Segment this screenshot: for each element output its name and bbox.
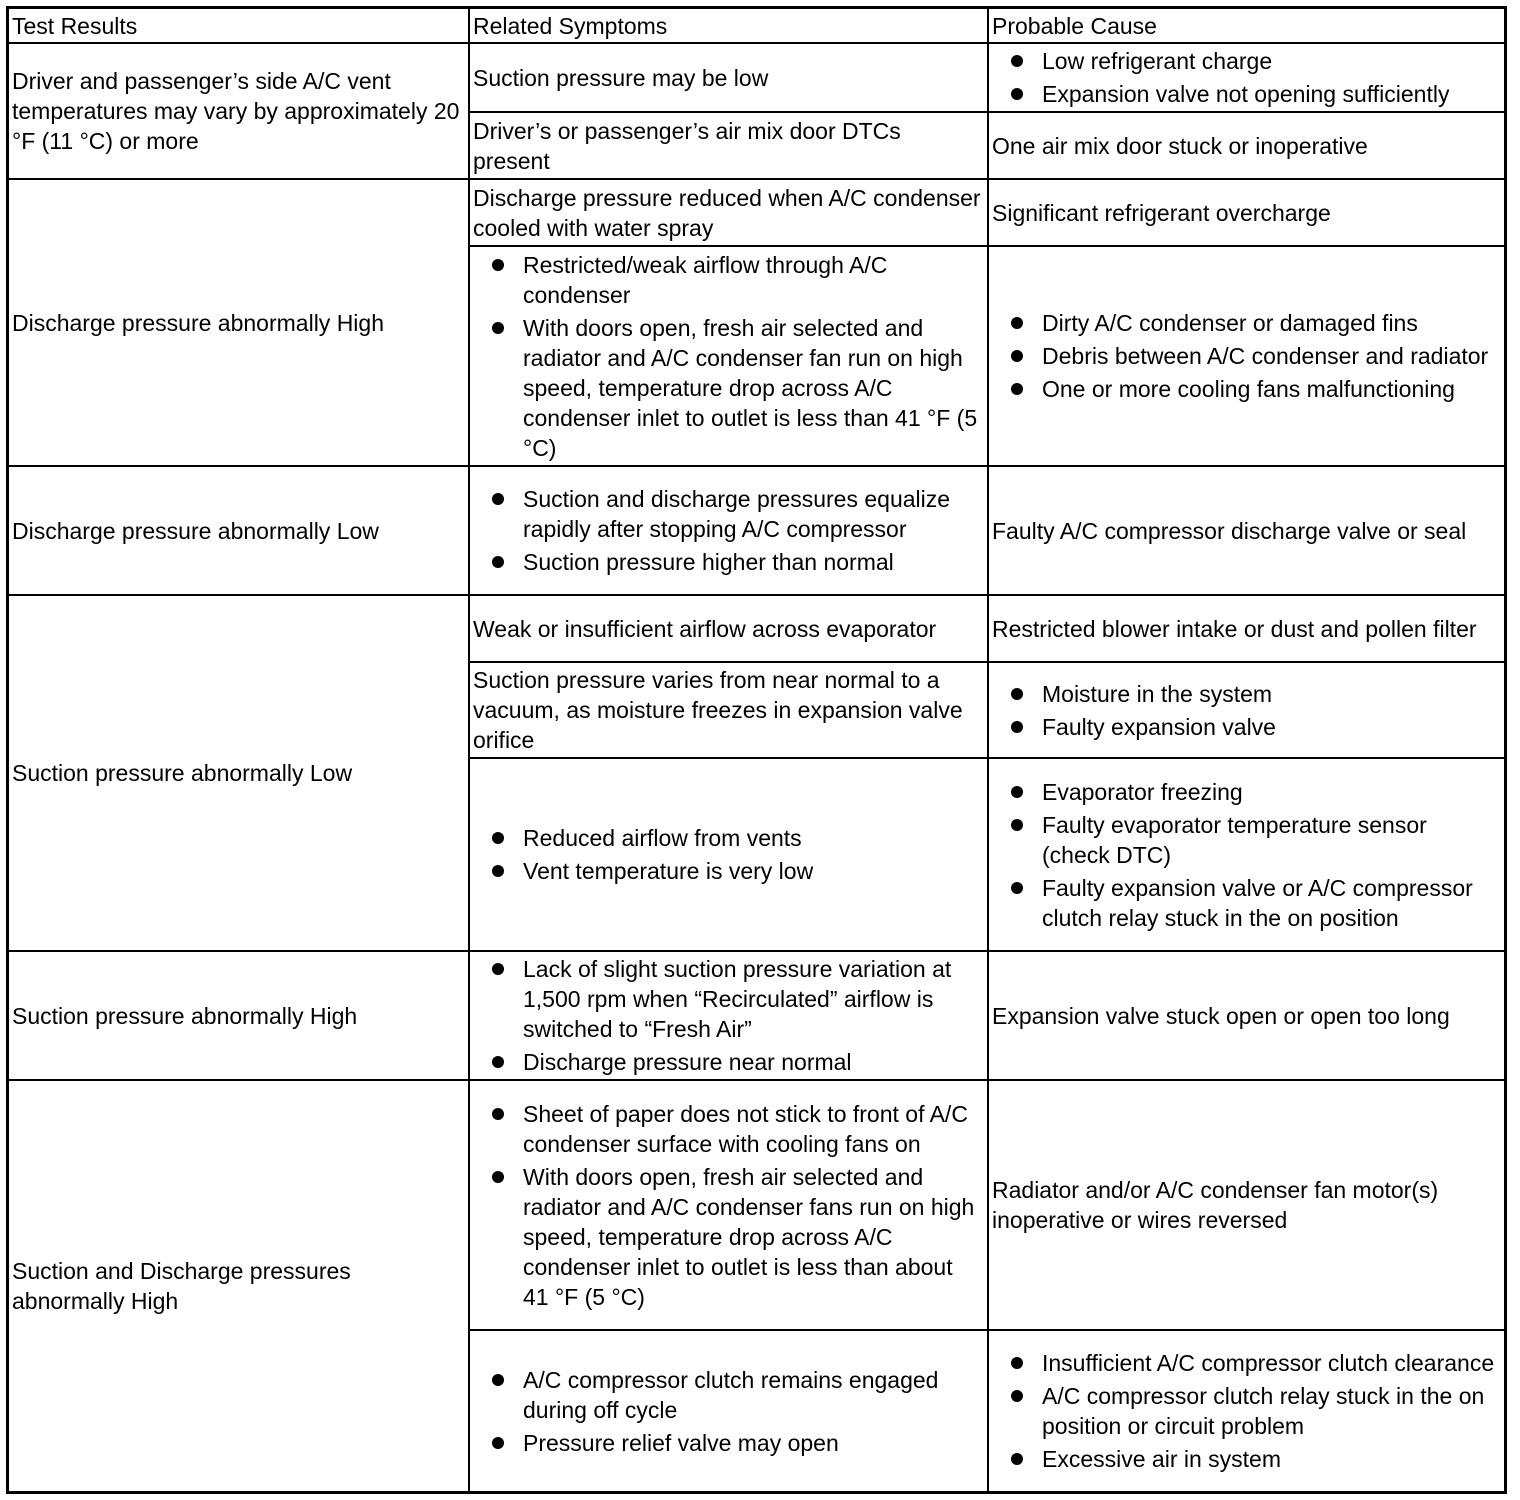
symptom-text: Driver’s or passenger’s air mix door DTCs present	[473, 117, 901, 174]
cause-text: Dirty A/C condenser or damaged fins	[1042, 310, 1418, 336]
test-result-text: Driver and passenger’s side A/C vent temperatures may vary by approximately 20 °F (11 °C) or more	[12, 68, 460, 154]
symptoms-cell	[470, 1331, 987, 1491]
cause-text: Radiator and/or A/C condenser fan motor(s) inoperative or wires reversed	[992, 1177, 1439, 1233]
header-test-results	[9, 9, 469, 43]
symptom-text-list	[473, 1099, 983, 1312]
cause-cell	[989, 952, 1504, 1079]
cause-cell	[989, 596, 1504, 661]
list-item	[992, 679, 1500, 709]
list-item	[473, 856, 983, 886]
test-result-cell	[9, 180, 468, 465]
list-item	[992, 777, 1500, 807]
cause-text-list	[992, 46, 1500, 109]
bullet-icon	[1011, 350, 1023, 362]
bullet-icon	[492, 493, 504, 505]
list-item	[473, 1047, 983, 1077]
cause-text: Restricted blower intake or dust and pollen filter	[992, 615, 1477, 642]
list-item	[992, 873, 1500, 933]
test-result-text: Discharge pressure abnormally High	[12, 309, 384, 336]
bullet-icon	[492, 1108, 504, 1120]
symptoms-cell	[470, 596, 987, 661]
cause-text: Evaporator freezing	[1042, 778, 1243, 805]
cause-text: Faulty expansion valve or A/C compressor clutch relay stuck in the on position	[1042, 874, 1473, 931]
symptoms-cell	[470, 467, 987, 594]
cause-text: Expansion valve not opening sufficiently	[1042, 81, 1450, 107]
list-item	[992, 1348, 1500, 1378]
cause-cell	[989, 180, 1504, 245]
list-item	[473, 1428, 983, 1458]
test-result-cell	[9, 952, 468, 1079]
bullet-icon	[1011, 1357, 1023, 1369]
symptom-text: Suction pressure may be low	[473, 64, 769, 91]
bullet-icon	[1011, 688, 1023, 700]
header-label: Test Results	[12, 13, 138, 39]
header-probable-cause	[989, 9, 1504, 43]
symptom-text-list	[473, 1365, 983, 1458]
bullet-icon	[1011, 882, 1023, 894]
test-result-cell	[9, 44, 468, 178]
symptom-text: Reduced airflow from vents	[523, 825, 802, 851]
symptom-text: Vent temperature is very low	[523, 858, 814, 884]
test-result-cell	[9, 596, 468, 950]
cause-text: One air mix door stuck or inoperative	[992, 132, 1368, 159]
bullet-icon	[492, 1374, 504, 1386]
bullet-icon	[1011, 55, 1023, 67]
list-item	[473, 1162, 983, 1312]
test-result-cell	[9, 1081, 468, 1491]
cause-text: Faulty evaporator temperature sensor (check DTC)	[1042, 811, 1427, 868]
symptom-text: Suction and discharge pressures equalize rapidly after stopping A/C compressor	[523, 486, 951, 542]
cause-text: Faulty A/C compressor discharge valve or seal	[992, 517, 1467, 544]
symptom-text-list	[473, 954, 983, 1077]
symptom-text: Discharge pressure reduced when A/C condenser cooled with water spray	[473, 184, 981, 241]
bullet-icon	[492, 556, 504, 568]
symptom-text-list	[473, 250, 983, 463]
list-item	[473, 313, 983, 463]
cause-text: One or more cooling fans malfunctioning	[1042, 376, 1455, 402]
cause-text: A/C compressor clutch relay stuck in the on position or circuit problem	[1042, 1383, 1485, 1439]
symptom-text: Sheet of paper does not stick to front of A/C condenser surface with cooling fans on	[523, 1100, 968, 1157]
symptoms-cell	[470, 663, 987, 757]
cause-text: Low refrigerant charge	[1042, 48, 1273, 74]
cause-cell	[989, 663, 1504, 757]
test-result-text: Discharge pressure abnormally Low	[12, 517, 379, 544]
symptom-text: Weak or insufficient airflow across evaporator	[473, 615, 937, 642]
header-label: Related Symptoms	[473, 13, 668, 39]
bullet-icon	[492, 1437, 504, 1449]
header-related-symptoms	[470, 9, 987, 43]
bullet-icon	[492, 1056, 504, 1068]
bullet-icon	[492, 1171, 504, 1183]
cause-text: Significant refrigerant overcharge	[992, 199, 1331, 226]
symptom-text: Restricted/weak airflow through A/C condenser	[523, 251, 888, 308]
symptom-text: With doors open, fresh air selected and radiator and A/C condenser fan run on high speed, temperature drop across A/C condenser inlet to outlet is less than 41 °F (5 °C)	[523, 314, 978, 461]
list-item	[992, 308, 1500, 338]
list-item	[473, 1099, 983, 1159]
symptom-text-list	[473, 484, 983, 577]
test-result-text: Suction and Discharge pressures abnormally High	[12, 1258, 351, 1314]
cause-text: Moisture in the system	[1042, 680, 1273, 707]
symptoms-cell	[470, 113, 987, 178]
symptoms-cell	[470, 180, 987, 245]
symptoms-cell	[470, 759, 987, 950]
cause-text: Faulty expansion valve	[1042, 713, 1276, 740]
list-item	[992, 810, 1500, 870]
test-result-text: Suction pressure abnormally Low	[12, 760, 353, 786]
cause-text: Excessive air in system	[1042, 1446, 1282, 1472]
list-item	[992, 46, 1500, 76]
cause-cell	[989, 467, 1504, 594]
bullet-icon	[492, 963, 504, 975]
cause-cell	[989, 1331, 1504, 1491]
symptoms-cell	[470, 247, 987, 465]
symptom-text: A/C compressor clutch remains engaged during off cycle	[523, 1366, 939, 1423]
cause-cell	[989, 44, 1504, 111]
bullet-icon	[1011, 88, 1023, 100]
cause-cell	[989, 113, 1504, 178]
cause-text-list	[992, 777, 1500, 933]
bullet-icon	[1011, 383, 1023, 395]
symptom-text: Suction pressure higher than normal	[523, 549, 894, 575]
test-result-text: Suction pressure abnormally High	[12, 1002, 358, 1029]
list-item	[992, 712, 1500, 742]
list-item	[992, 341, 1500, 371]
cause-text: Debris between A/C condenser and radiator	[1042, 343, 1489, 369]
cause-text-list	[992, 679, 1500, 742]
list-item	[992, 374, 1500, 404]
list-item	[473, 250, 983, 310]
list-item	[992, 1444, 1500, 1474]
list-item	[473, 1365, 983, 1425]
header-label: Probable Cause	[992, 13, 1157, 39]
cause-cell	[989, 247, 1504, 465]
symptoms-cell	[470, 1081, 987, 1329]
symptom-text: Suction pressure varies from near normal to a vacuum, as moisture freezes in expansion valve orifice	[473, 667, 963, 753]
symptom-text: Discharge pressure near normal	[523, 1049, 852, 1075]
bullet-icon	[492, 865, 504, 877]
bullet-icon	[1011, 317, 1023, 329]
symptoms-cell	[470, 44, 987, 111]
list-item	[473, 954, 983, 1044]
symptom-text: Pressure relief valve may open	[523, 1429, 839, 1456]
symptom-text-list	[473, 823, 983, 886]
cause-text-list	[992, 1348, 1500, 1474]
list-item	[473, 484, 983, 544]
symptom-text: With doors open, fresh air selected and radiator and A/C condenser fans run on high speed, temperature drop across A/C condenser inlet to outlet is less than about 41 °F (5 °C)	[523, 1163, 975, 1310]
list-item	[992, 1381, 1500, 1441]
cause-text: Insufficient A/C compressor clutch clearance	[1042, 1350, 1495, 1376]
cause-text-list	[992, 308, 1500, 404]
list-item	[473, 547, 983, 577]
bullet-icon	[1011, 1453, 1023, 1465]
bullet-icon	[1011, 819, 1023, 831]
symptoms-cell	[470, 952, 987, 1079]
diagnosis-table	[6, 6, 1507, 1494]
bullet-icon	[492, 322, 504, 334]
bullet-icon	[1011, 1390, 1023, 1402]
cause-cell	[989, 1081, 1504, 1329]
list-item	[992, 79, 1500, 109]
cause-cell	[989, 759, 1504, 950]
list-item	[473, 823, 983, 853]
cause-text: Expansion valve stuck open or open too long	[992, 1002, 1450, 1029]
test-result-cell	[9, 467, 468, 594]
bullet-icon	[492, 259, 504, 271]
symptom-text: Lack of slight suction pressure variation at 1,500 rpm when “Recirculated” airflow is switched to “Fresh Air”	[523, 956, 952, 1042]
bullet-icon	[1011, 786, 1023, 798]
bullet-icon	[492, 832, 504, 844]
bullet-icon	[1011, 721, 1023, 733]
